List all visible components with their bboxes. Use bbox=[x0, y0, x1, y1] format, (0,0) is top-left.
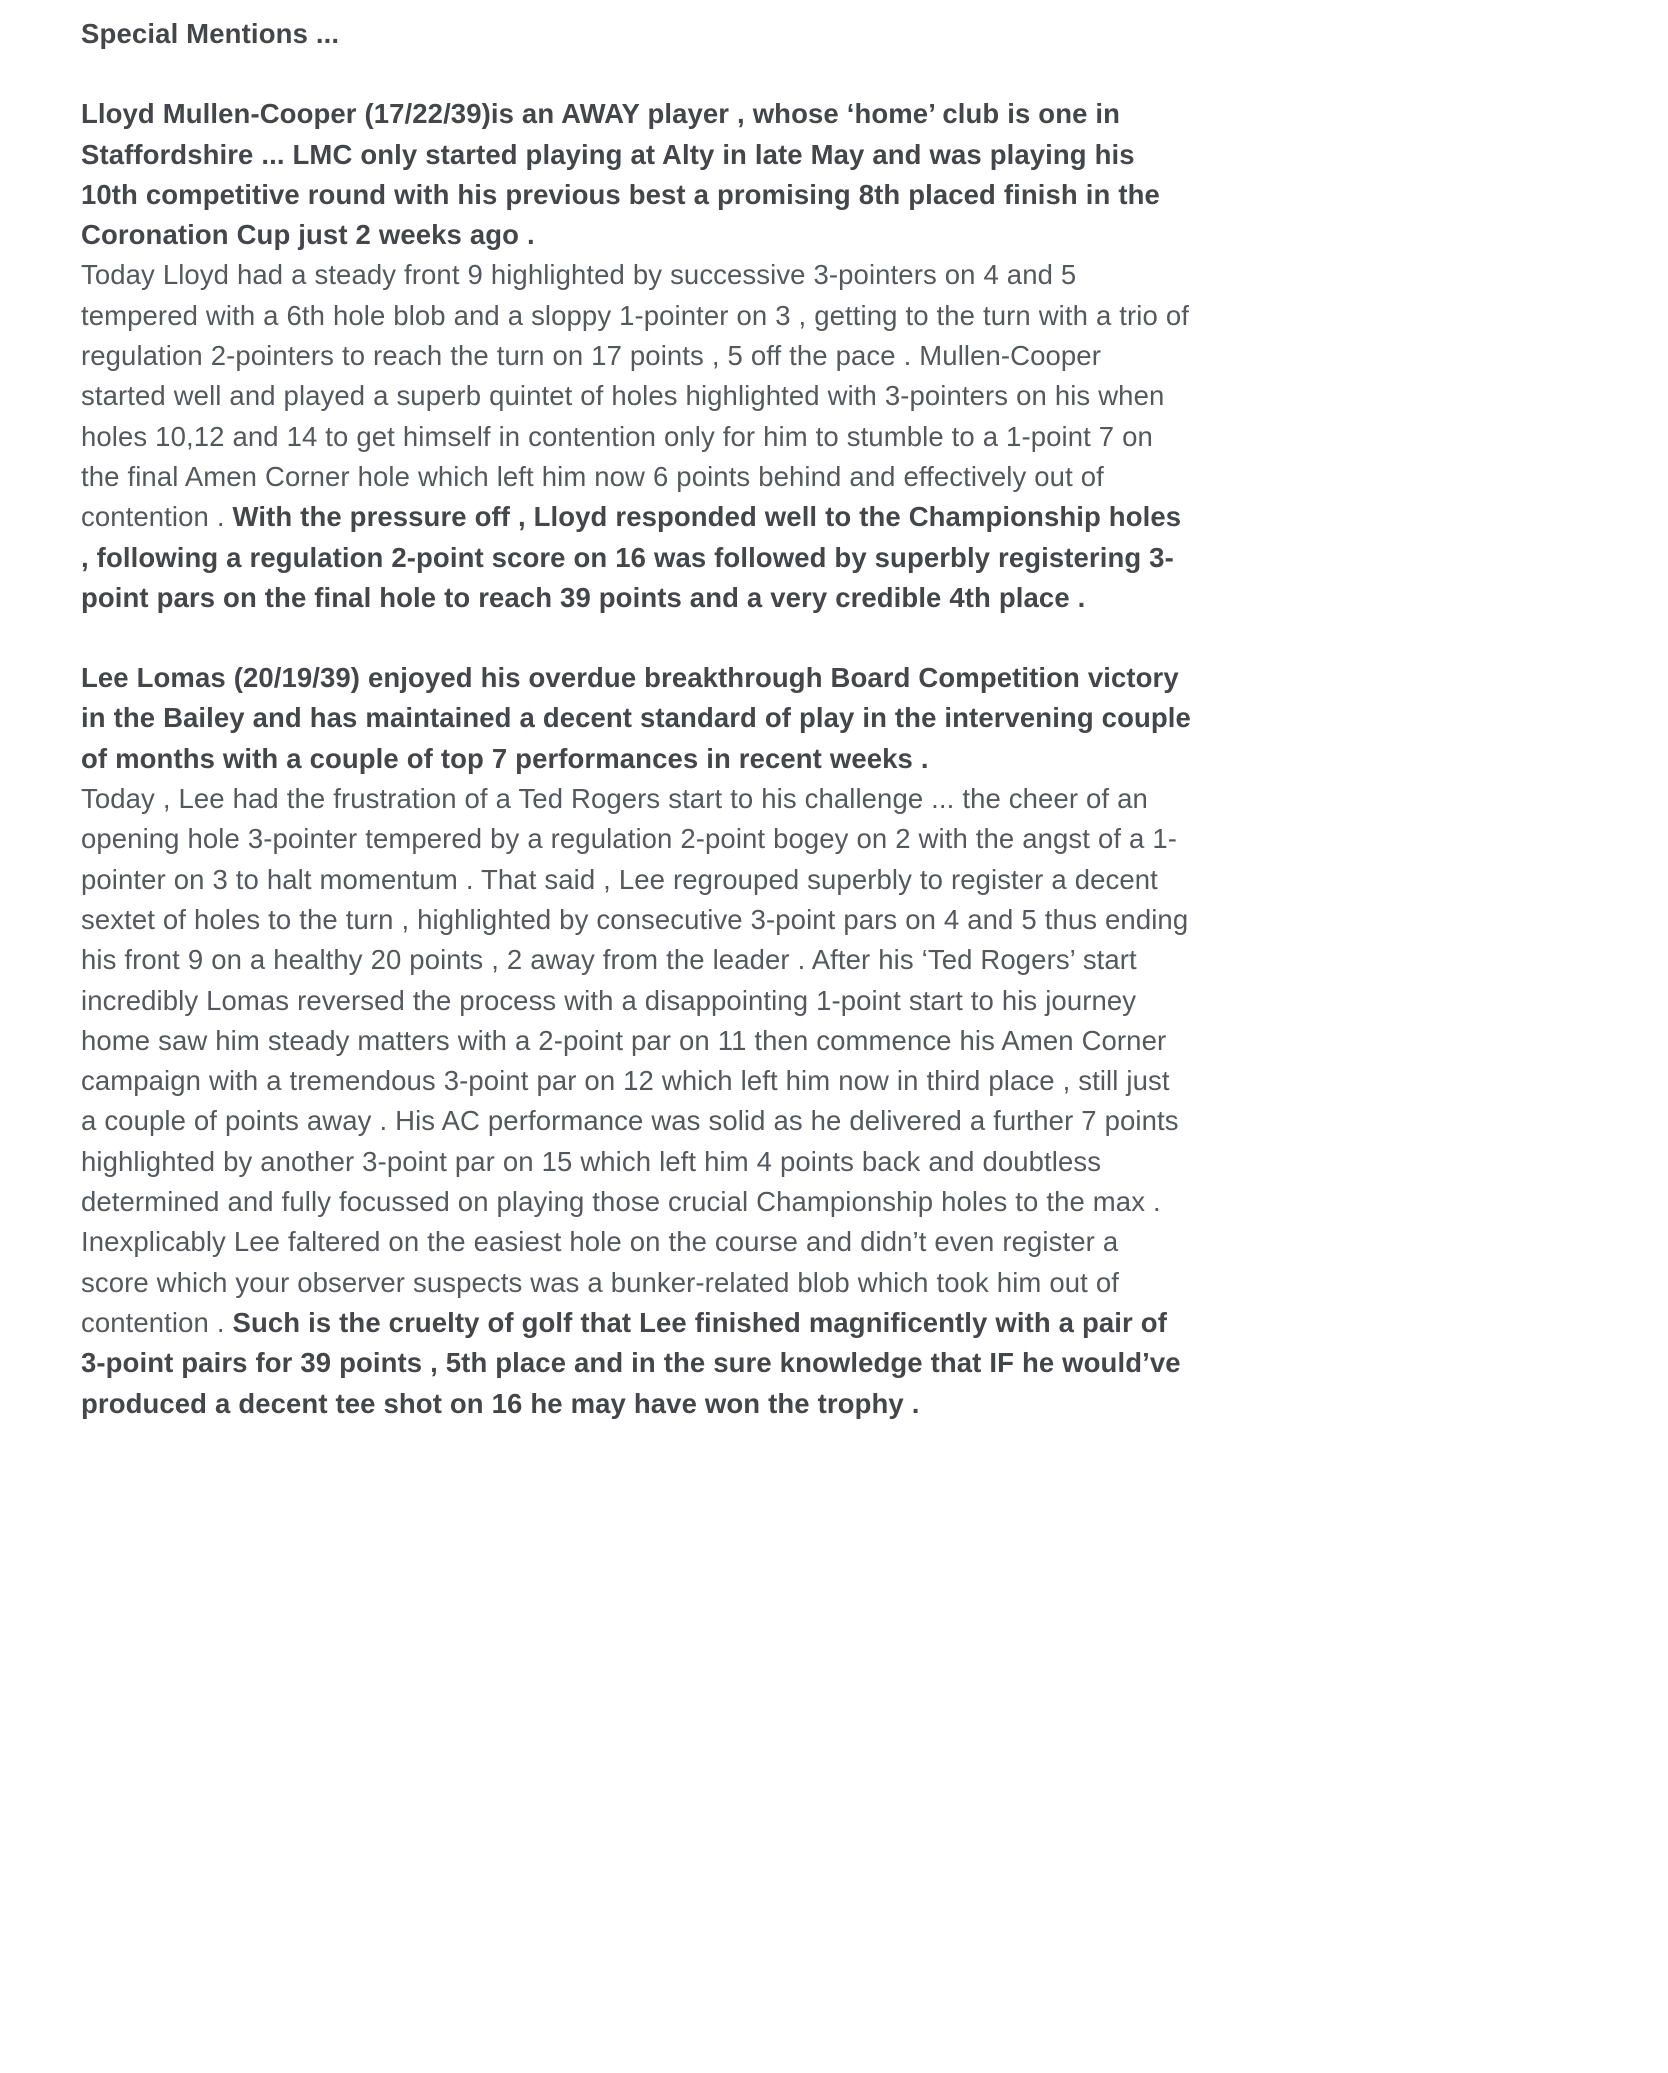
section-lead-paragraph: Lee Lomas (20/19/39) enjoyed his overdue breakthrough Board Competition victory in the Bailey and has maintained a decent standard of play in the intervening couple of months with a couple of top 7 performances in recent weeks . bbox=[81, 662, 1191, 774]
page-title: Special Mentions ... bbox=[81, 18, 340, 49]
spacer-between-sections bbox=[81, 618, 1191, 658]
document-content bbox=[81, 14, 1191, 1424]
section-lloyd-mullen-cooper bbox=[81, 94, 1191, 618]
section-body-paragraph bbox=[81, 779, 1191, 1424]
body-bold-run: Such is the cruelty of golf that Lee finished magnificently with a pair of 3-point pairs for 39 points , 5th place and in the sure knowledge that IF he would’ve produced a decent tee shot on 16 he may have won the trophy . bbox=[81, 1306, 1181, 1419]
section-body-paragraph bbox=[81, 255, 1191, 618]
body-regular-run: Today Lloyd had a steady front 9 highlighted by successive 3-pointers on 4 and 5 tempered with a 6th hole blob and a sloppy 1-pointer on 3 , getting to the turn with a trio of regulation 2-pointers to reach the turn on 17 points , 5 off the pace . Mullen-Cooper started well and played a superb quintet of holes highlighted with 3-pointers on his when holes 10,12 and 14 to get himself in contention only for him to stumble to a 1-point 7 on the final Amen Corner hole which left him now 6 points behind and effectively out of contention . bbox=[81, 259, 1189, 533]
section-lead-paragraph: Lloyd Mullen-Cooper (17/22/39)is an AWAY player , whose ‘home’ club is one in Staffordshire ... LMC only started playing at Alty in late May and was playing his 10th competitive round with his previous best a promising 8th placed finish in the Coronation Cup just 2 weeks ago . bbox=[81, 98, 1160, 251]
section-lee-lomas bbox=[81, 658, 1191, 1424]
body-regular-run: Today , Lee had the frustration of a Ted Rogers start to his challenge ... the cheer of an opening hole 3-pointer tempered by a regulation 2-point bogey on 2 with the angst of a 1-pointer on 3 to halt momentum . That said , Lee regrouped superbly to register a decent sextet of holes to the turn , highlighted by consecutive 3-point pars on 4 and 5 thus ending his front 9 on a healthy 20 points , 2 away from the leader . After his ‘Ted Rogers’ start incredibly Lomas reversed the process with a disappointing 1-point start to his journey home saw him steady matters with a 2-point par on 11 then commence his Amen Corner campaign with a tremendous 3-point par on 12 which left him now in third place , still just a couple of points away . His AC performance was solid as he delivered a further 7 points highlighted by another 3-point par on 15 which left him 4 points back and doubtless determined and fully focussed on playing those crucial Championship holes to the max . Inexplicably Lee faltered on the easiest hole on the course and didn’t even register a score which your observer suspects was a bunker-related blob which took him out of contention . bbox=[81, 783, 1189, 1338]
spacer-after-title bbox=[81, 54, 1191, 94]
body-bold-run: With the pressure off , Lloyd responded well to the Championship holes , following a regulation 2-point score on 16 was followed by superbly registering 3-point pars on the final hole to reach 39 points and a very credible 4th place . bbox=[81, 501, 1182, 613]
